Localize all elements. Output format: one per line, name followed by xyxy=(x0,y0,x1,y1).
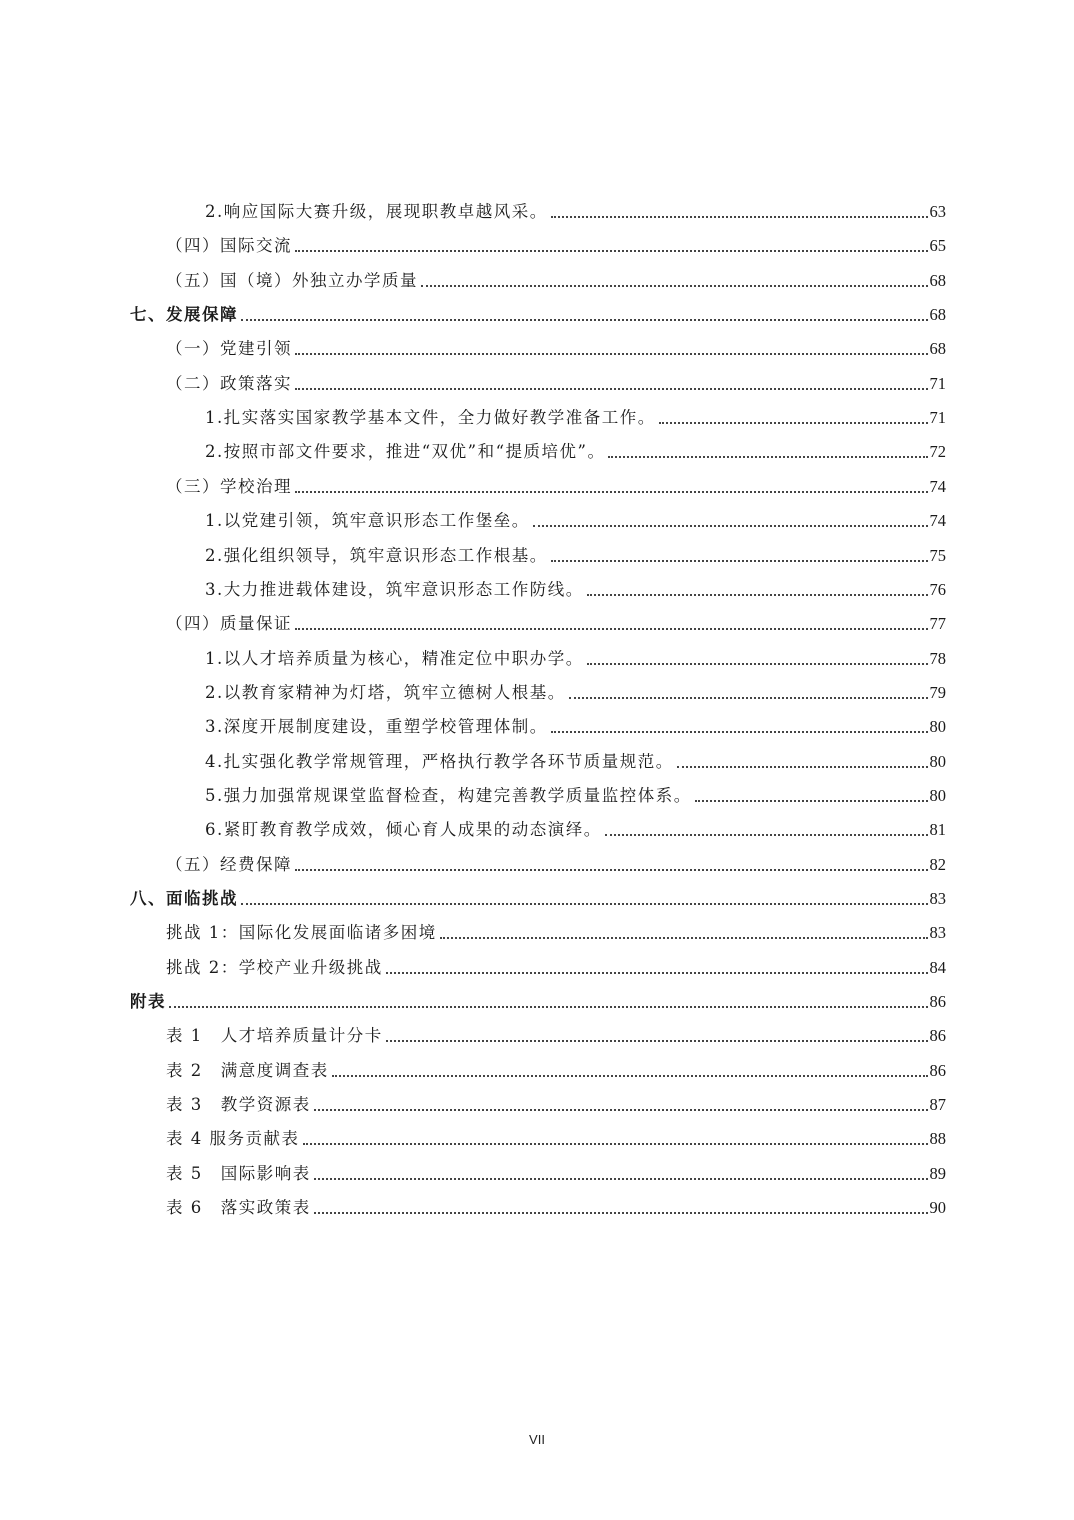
toc-entry-page: 74 xyxy=(929,476,946,496)
page-number: VII xyxy=(529,1432,545,1447)
toc-dot-leader xyxy=(295,249,928,252)
toc-entry[interactable] xyxy=(205,781,946,807)
toc-entry-page: 75 xyxy=(929,545,946,565)
toc-entry-title: 附表 xyxy=(130,992,166,1012)
toc-dot-leader xyxy=(169,1005,928,1008)
toc-entry-page: 68 xyxy=(929,270,946,290)
toc-entry-title: 表 4 服务贡献表 xyxy=(166,1129,300,1149)
toc-entry[interactable] xyxy=(205,678,946,704)
toc-entry-page: 71 xyxy=(929,408,946,428)
toc-entry-title: 表 1 人才培养质量计分卡 xyxy=(166,1026,383,1046)
toc-entry[interactable] xyxy=(166,334,946,360)
toc-entry[interactable] xyxy=(205,197,946,223)
toc-entry-title: 2.按照市部文件要求，推进“双优”和“提质培优”。 xyxy=(205,442,606,462)
toc-entry-page: 79 xyxy=(929,682,946,702)
toc-entry[interactable] xyxy=(205,437,946,463)
toc-entry-title: 表 6 落实政策表 xyxy=(166,1198,311,1218)
toc-dot-leader xyxy=(295,627,928,630)
toc-dot-leader xyxy=(386,971,928,974)
toc-dot-leader xyxy=(608,455,927,458)
toc-entry-page: 83 xyxy=(929,889,946,908)
toc-entry[interactable] xyxy=(166,1021,946,1047)
toc-dot-leader xyxy=(241,902,928,905)
toc-entry-title: 1.以党建引领，筑牢意识形态工作堡垒。 xyxy=(205,511,530,531)
toc-entry[interactable] xyxy=(166,850,946,876)
toc-dot-leader xyxy=(332,1074,928,1077)
toc-entry-page: 87 xyxy=(929,1095,946,1115)
toc-dot-leader xyxy=(677,765,928,768)
toc-entry[interactable] xyxy=(166,1193,946,1219)
toc-entry-page: 68 xyxy=(929,305,946,325)
toc-entry[interactable] xyxy=(166,953,946,979)
toc-dot-leader xyxy=(303,1142,928,1145)
toc-entry-title: （五）国（境）外独立办学质量 xyxy=(166,270,418,290)
toc-entry-title: （四）国际交流 xyxy=(166,236,292,256)
toc-entry-page: 80 xyxy=(929,717,946,737)
toc-entry-page: 89 xyxy=(929,1163,946,1183)
toc-entry-title: 4.扎实强化教学常规管理，严格执行教学各环节质量规范。 xyxy=(205,751,674,771)
toc-dot-leader xyxy=(440,936,928,939)
toc-entry-title: 5.强力加强常规课堂监督检查，构建完善教学质量监控体系。 xyxy=(205,785,692,805)
toc-entry-title: （一）党建引领 xyxy=(166,339,292,359)
toc-entry-title: 1.以人才培养质量为核心，精准定位中职办学。 xyxy=(205,648,584,668)
toc-entry-page: 63 xyxy=(929,202,946,221)
toc-entry-title: 表 2 满意度调查表 xyxy=(166,1060,329,1080)
toc-entry-page: 65 xyxy=(929,236,946,256)
toc-entry-title: 挑战 1：国际化发展面临诸多困境 xyxy=(166,923,437,943)
toc-dot-leader xyxy=(314,1177,928,1180)
toc-entry[interactable] xyxy=(130,884,946,910)
toc-entry-page: 86 xyxy=(929,1060,946,1080)
toc-entry-title: 3.大力推进载体建设，筑牢意识形态工作防线。 xyxy=(205,579,584,599)
toc-entry-page: 86 xyxy=(929,1026,946,1046)
toc-entry-title: （四）质量保证 xyxy=(166,614,292,634)
toc-entry-title: 表 3 教学资源表 xyxy=(166,1095,311,1115)
toc-entry-title: 2.强化组织领导，筑牢意识形态工作根基。 xyxy=(205,545,548,565)
toc-entry-page: 78 xyxy=(929,648,946,668)
toc-dot-leader xyxy=(551,215,928,218)
toc-entry[interactable] xyxy=(166,1090,946,1116)
toc-dot-leader xyxy=(587,593,928,596)
toc-entry-title: 七、发展保障 xyxy=(130,305,238,325)
toc-entry[interactable] xyxy=(205,747,946,773)
toc-entry-title: 2.响应国际大赛升级，展现职教卓越风采。 xyxy=(205,202,548,221)
toc-dot-leader xyxy=(551,559,928,562)
toc-entry-page: 81 xyxy=(929,820,946,840)
toc-dot-leader xyxy=(695,799,928,802)
toc-entry[interactable] xyxy=(130,300,946,326)
toc-dot-leader xyxy=(295,352,928,355)
toc-entry[interactable] xyxy=(166,369,946,395)
toc-entry[interactable] xyxy=(166,231,946,257)
toc-dot-leader xyxy=(605,833,928,836)
toc-dot-leader xyxy=(241,318,928,321)
toc-entry-page: 84 xyxy=(929,957,946,977)
toc-entry[interactable] xyxy=(205,541,946,567)
toc-entry[interactable] xyxy=(205,644,946,670)
toc-entry[interactable] xyxy=(205,575,946,601)
toc-entry-title: （五）经费保障 xyxy=(166,854,292,874)
toc-entry-page: 83 xyxy=(929,923,946,943)
toc-dot-leader xyxy=(587,662,928,665)
toc-entry-title: （二）政策落实 xyxy=(166,373,292,393)
toc-entry-page: 86 xyxy=(929,992,946,1012)
toc-dot-leader xyxy=(295,387,928,390)
toc-entry-page: 77 xyxy=(929,614,946,634)
toc-dot-leader xyxy=(295,868,928,871)
toc-entry[interactable] xyxy=(205,815,946,841)
toc-dot-leader xyxy=(569,696,928,699)
toc-entry-title: 1.扎实落实国家教学基本文件，全力做好教学准备工作。 xyxy=(205,408,656,428)
toc-entry[interactable] xyxy=(130,987,946,1013)
toc-entry[interactable] xyxy=(166,1124,946,1150)
toc-entry-page: 90 xyxy=(929,1198,946,1218)
toc-dot-leader xyxy=(314,1211,928,1214)
toc-entry-title: 表 5 国际影响表 xyxy=(166,1163,311,1183)
toc-entry-title: 八、面临挑战 xyxy=(130,889,238,908)
toc-entry-title: 3.深度开展制度建设，重塑学校管理体制。 xyxy=(205,717,548,737)
toc-dot-leader xyxy=(314,1108,928,1111)
toc-entry-title: 6.紧盯教育教学成效，倾心育人成果的动态演绎。 xyxy=(205,820,602,840)
toc-entry[interactable] xyxy=(166,472,946,498)
toc-dot-leader xyxy=(533,524,928,527)
toc-entry[interactable] xyxy=(166,1056,946,1082)
toc-entry[interactable] xyxy=(205,403,946,429)
toc-entry[interactable] xyxy=(166,266,946,292)
toc-entry-page: 80 xyxy=(929,785,946,805)
toc-entry[interactable] xyxy=(166,609,946,635)
toc-entry-page: 88 xyxy=(929,1129,946,1149)
toc-dot-leader xyxy=(386,1039,928,1042)
toc-entry-page: 71 xyxy=(929,373,946,393)
toc-entry[interactable] xyxy=(166,1159,946,1185)
toc-dot-leader xyxy=(295,490,928,493)
toc-entry-page: 68 xyxy=(929,339,946,359)
toc-dot-leader xyxy=(659,421,928,424)
toc-entry-page: 74 xyxy=(929,511,946,531)
toc-entry[interactable] xyxy=(205,506,946,532)
toc-dot-leader xyxy=(551,730,928,733)
toc-entry[interactable] xyxy=(205,712,946,738)
toc-entry-page: 72 xyxy=(929,442,946,462)
toc-entry-page: 82 xyxy=(929,854,946,874)
toc-entry-page: 80 xyxy=(929,751,946,771)
toc-entry-page: 76 xyxy=(929,579,946,599)
toc-entry-title: （三）学校治理 xyxy=(166,476,292,496)
toc-entry[interactable] xyxy=(166,918,946,944)
toc-entry-title: 挑战 2：学校产业升级挑战 xyxy=(166,957,383,977)
toc-entry-title: 2.以教育家精神为灯塔，筑牢立德树人根基。 xyxy=(205,682,566,702)
toc-dot-leader xyxy=(421,284,928,287)
